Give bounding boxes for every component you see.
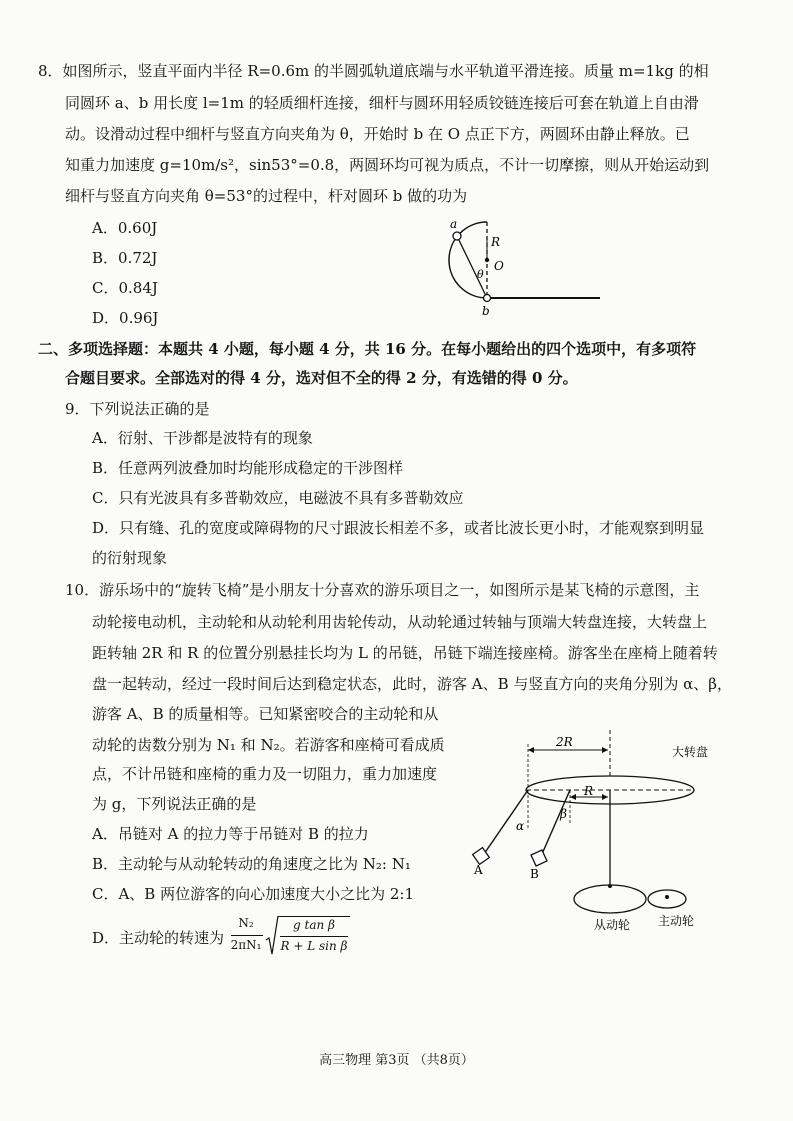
section2-line-1: 二、多项选择题：本题共 4 小题，每小题 4 分，共 16 分。在每小题给出的四个选项中，有多项符 — [38, 340, 697, 358]
label-b: B — [530, 867, 539, 881]
q8-line-5: 细杆与竖直方向夹角 θ=53°的过程中，杆对圆环 b 做的功为 — [65, 187, 468, 205]
q8-option-c: C．0.84J — [92, 279, 158, 297]
formula-den: 2πN₁ — [230, 938, 262, 952]
q8-line-3: 动。设滑动过程中细杆与竖直方向夹角为 θ，开始时 b 在 O 点正下方，两圆环由静止释放。已 — [65, 125, 690, 143]
formula-bar — [231, 935, 263, 936]
q10-formula — [229, 914, 359, 960]
q9-stem: 9．下列说法正确的是 — [65, 400, 210, 418]
radical-bar — [280, 936, 348, 937]
q10-line-5: 游客 A、B 的质量相等。已知紧密咬合的主动轮和从 — [92, 705, 439, 723]
q8-line-4: 知重力加速度 g=10m/s²，sin53°=0.8，两圆环均可视为质点，不计一切摩擦，则从开始运动到 — [65, 156, 710, 174]
section2-line-2: 合题目要求。全部选对的得 4 分，选对但不全的得 2 分，有选错的得 0 分。 — [65, 369, 578, 387]
label-a: a — [450, 218, 458, 231]
q9-option-a: A．衍射、干涉都是波特有的现象 — [92, 429, 313, 447]
q10-option-c: C．A、B 两位游客的向心加速度大小之比为 2:1 — [92, 885, 415, 903]
q9-option-d: D．只有缝、孔的宽度或障碍物的尺寸跟波长相差不多，或者比波长更小时，才能观察到明显 — [92, 519, 705, 537]
page-footer: 高三物理 第3页 （共8页） — [319, 1053, 474, 1068]
q10-figure — [460, 728, 720, 933]
seat-b — [531, 850, 547, 866]
radical-overline — [278, 916, 350, 917]
label-driver-wheel: 主动轮 — [658, 914, 695, 928]
radical-sign — [265, 914, 279, 958]
q8-line-2: 同圆环 a、b 用长度 l=1m 的轻质细杆连接，细杆与圆环用轻质铰链连接后可套在轨道上自由滑 — [65, 94, 699, 112]
ring-b — [484, 295, 491, 302]
driven-wheel — [574, 885, 646, 913]
label-2r: 2R — [556, 735, 573, 749]
q9-option-b: B．任意两列波叠加时均能形成稳定的干涉图样 — [92, 459, 404, 477]
q10-line-6: 动轮的齿数分别为 N₁ 和 N₂。若游客和座椅可看成质 — [92, 736, 445, 754]
label-driven-wheel: 从动轮 — [594, 918, 631, 932]
q10-line-3: 距转轴 2R 和 R 的位置分别悬挂长均为 L 的吊链，吊链下端连接座椅。游客坐在座椅上随着转 — [92, 644, 718, 662]
label-r: R — [584, 784, 594, 798]
q10-line-8: 为 g，下列说法正确的是 — [92, 795, 257, 813]
radical-num: g tan β — [293, 918, 335, 932]
label-o: O — [494, 259, 504, 273]
q10-line-7: 点，不计吊链和座椅的重力及一切阻力，重力加速度 — [92, 765, 438, 783]
q9-option-d-cont: 的衍射现象 — [92, 549, 168, 567]
ring-a — [453, 232, 461, 240]
label-a: A — [474, 863, 483, 877]
label-beta: β — [560, 807, 567, 821]
driven-wheel-center — [608, 884, 612, 888]
q10-option-d: D．主动轮的转速为 — [92, 929, 225, 947]
q10-line-2: 动轮接电动机，主动轮和从动轮利用齿轮传动，从动轮通过转轴与顶端大转盘连接，大转盘上 — [92, 613, 708, 631]
center-o-dot — [485, 258, 489, 262]
q8-option-b: B．0.72J — [92, 249, 158, 267]
label-r: R — [491, 235, 501, 249]
label-theta: θ — [477, 268, 484, 281]
label-b: b — [482, 304, 490, 318]
radical-den: R + L sin β — [280, 939, 348, 953]
driver-wheel-center — [665, 895, 669, 899]
q9-option-c: C．只有光波具有多普勒效应，电磁波不具有多普勒效应 — [92, 489, 464, 507]
q10-line-1: 10．游乐场中的“旋转飞椅”是小朋友十分喜欢的游乐项目之一，如图所示是某飞椅的示意图，主 — [65, 581, 700, 599]
q8-figure — [430, 218, 610, 318]
formula-num: N₂ — [238, 916, 254, 930]
q10-option-a: A．吊链对 A 的拉力等于吊链对 B 的拉力 — [92, 825, 369, 843]
q8-option-d: D．0.96J — [92, 309, 159, 327]
q10-option-b: B．主动轮与从动轮转动的角速度之比为 N₂: N₁ — [92, 855, 411, 873]
label-alpha: α — [516, 819, 525, 833]
q8-option-a: A．0.60J — [92, 219, 158, 237]
label-big-turntable: 大转盘 — [672, 745, 709, 759]
q8-line-1: 8．如图所示，竖直平面内半径 R=0.6m 的半圆弧轨道底端与水平轨道平滑连接。质量 m=1kg 的相 — [38, 62, 709, 80]
q10-line-4: 盘一起转动，经过一段时间后达到稳定状态，此时，游客 A、B 与竖直方向的夹角分别为 α、β， — [92, 675, 732, 693]
